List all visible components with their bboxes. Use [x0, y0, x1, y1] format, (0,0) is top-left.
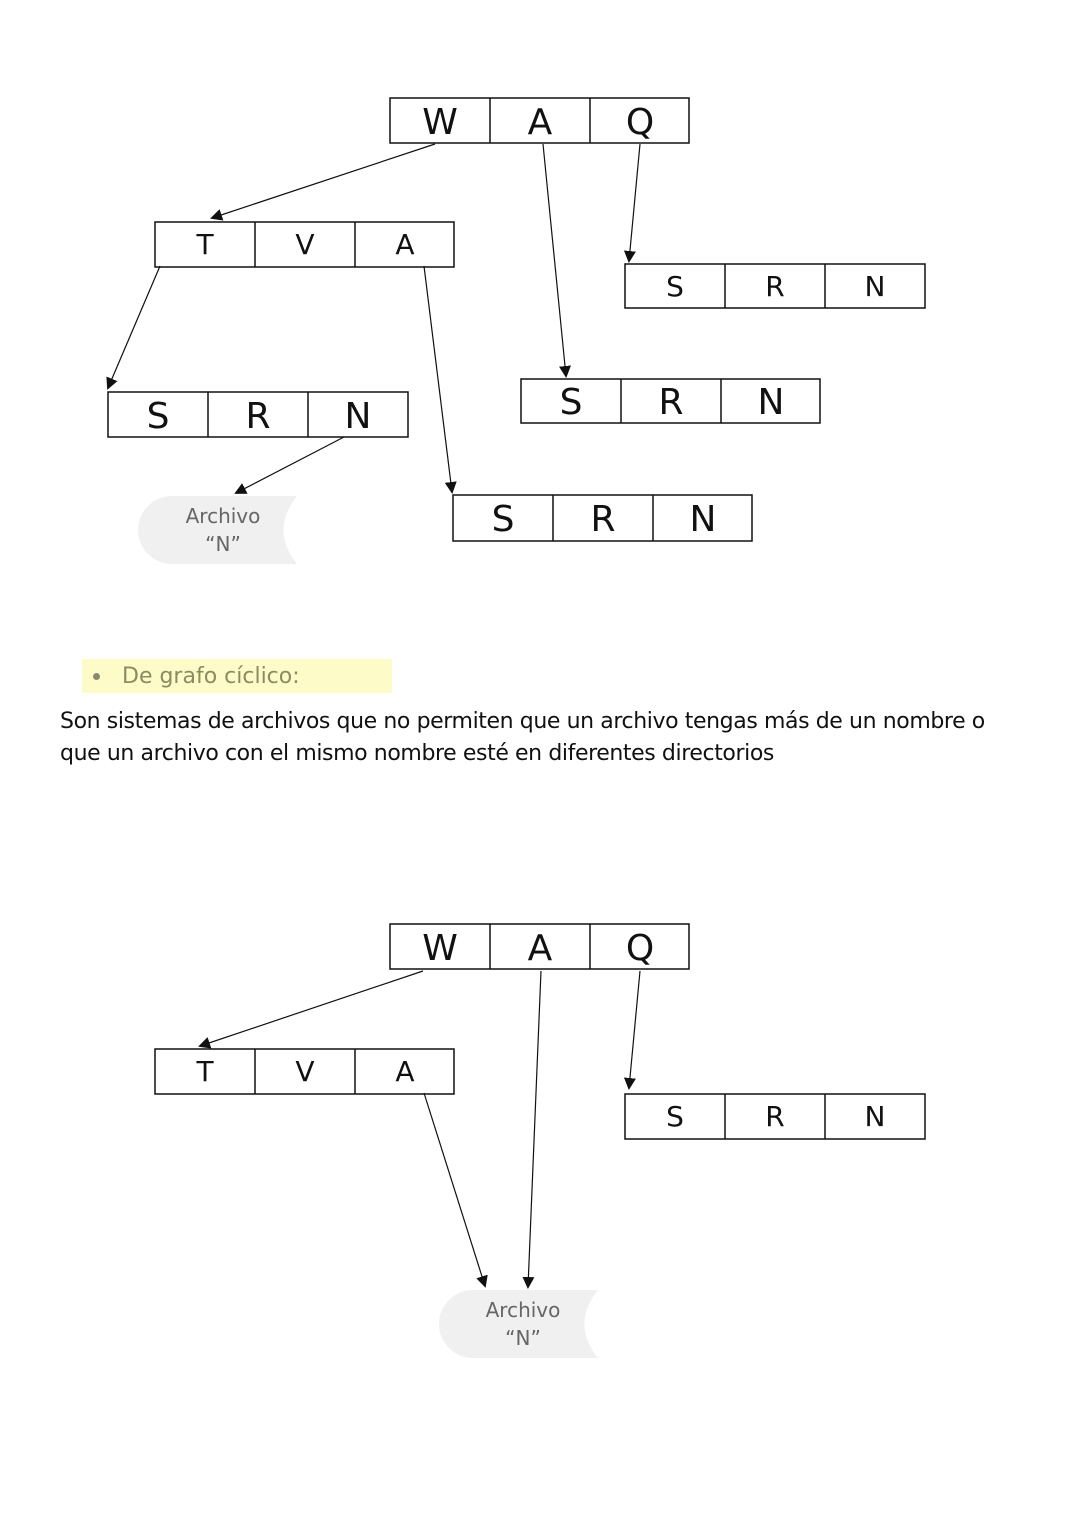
bottom-arrow-q-to-right: [629, 971, 640, 1088]
bottom-diagram: [0, 900, 1080, 1380]
top-left-grandchild-cell-1: S: [146, 396, 170, 437]
bottom-file-label-line1: Archivo: [485, 1298, 561, 1322]
top-left-grandchild-2-cell-1: S: [491, 499, 515, 540]
bottom-root-cell-1: W: [422, 928, 458, 969]
section-paragraph: Son sistemas de archivos que no permiten que un archivo tengas más de un nombre o que un archivo con el mismo nombre esté en diferentes directorios: [60, 709, 985, 766]
bottom-left-child-cell-2: V: [295, 1055, 315, 1088]
top-left-grandchild-2-cell-3: N: [689, 499, 717, 540]
top-root-cell-3: Q: [625, 102, 655, 143]
bullet-dot-icon: [93, 673, 100, 680]
top-arrow-w-to-tva: [212, 144, 435, 218]
top-right-child-cell-1: S: [666, 270, 684, 303]
bottom-left-child-cell-3: A: [395, 1055, 415, 1088]
top-left-grandchild-cell-2: R: [245, 396, 271, 437]
bottom-file-label-line2: “N”: [505, 1326, 541, 1350]
bottom-arrow-tva-a-to-file: [424, 1093, 485, 1286]
bottom-left-child-cell-1: T: [196, 1055, 214, 1088]
bottom-file-node: [439, 1290, 598, 1358]
top-root-node: [390, 98, 689, 143]
bottom-right-child-cell-3: N: [864, 1100, 886, 1133]
bottom-right-child-cell-1: S: [666, 1100, 684, 1133]
bottom-root-cell-3: Q: [625, 928, 655, 969]
top-left-child-cell-2: V: [295, 228, 315, 261]
top-left-child-node: [155, 222, 454, 267]
top-left-grandchild-2-node: [453, 495, 752, 541]
top-arrow-t-to-grandchild: [108, 266, 160, 388]
top-left-grandchild-node: [108, 392, 408, 437]
bottom-root-node: [390, 924, 689, 969]
bottom-left-child-node: [155, 1049, 454, 1094]
bottom-arrow-a-to-file: [528, 971, 541, 1287]
bottom-arrow-w-to-tva: [200, 971, 423, 1046]
top-arrow-a-to-middle: [543, 144, 566, 376]
top-middle-child-node: [521, 379, 820, 423]
top-right-child-node: [625, 264, 925, 308]
section-bullet: [82, 659, 392, 693]
top-left-grandchild-cell-3: N: [344, 396, 372, 437]
bottom-right-child-cell-2: R: [765, 1100, 785, 1133]
top-middle-child-cell-2: R: [658, 382, 684, 423]
bottom-root-cell-2: A: [527, 928, 553, 969]
top-left-grandchild-2-cell-2: R: [590, 499, 616, 540]
top-root-cell-2: A: [527, 102, 553, 143]
top-middle-child-cell-3: N: [757, 382, 785, 423]
top-diagram: [0, 0, 1080, 600]
bottom-right-child-node: [625, 1094, 925, 1139]
top-middle-child-cell-1: S: [559, 382, 583, 423]
top-arrow-n-to-file: [236, 437, 344, 493]
top-arrow-q-to-right: [629, 144, 640, 261]
top-arrow-a-to-grandchild-2: [424, 266, 452, 492]
top-file-label-line1: Archivo: [185, 504, 261, 528]
top-left-child-cell-1: T: [196, 228, 214, 261]
top-left-child-cell-3: A: [395, 228, 415, 261]
section-bullet-text: De grafo cíclico:: [122, 663, 300, 689]
top-right-child-cell-2: R: [765, 270, 785, 303]
top-root-cell-1: W: [422, 102, 458, 143]
top-file-node: [138, 496, 297, 564]
top-right-child-cell-3: N: [864, 270, 886, 303]
top-file-label-line2: “N”: [205, 532, 241, 556]
